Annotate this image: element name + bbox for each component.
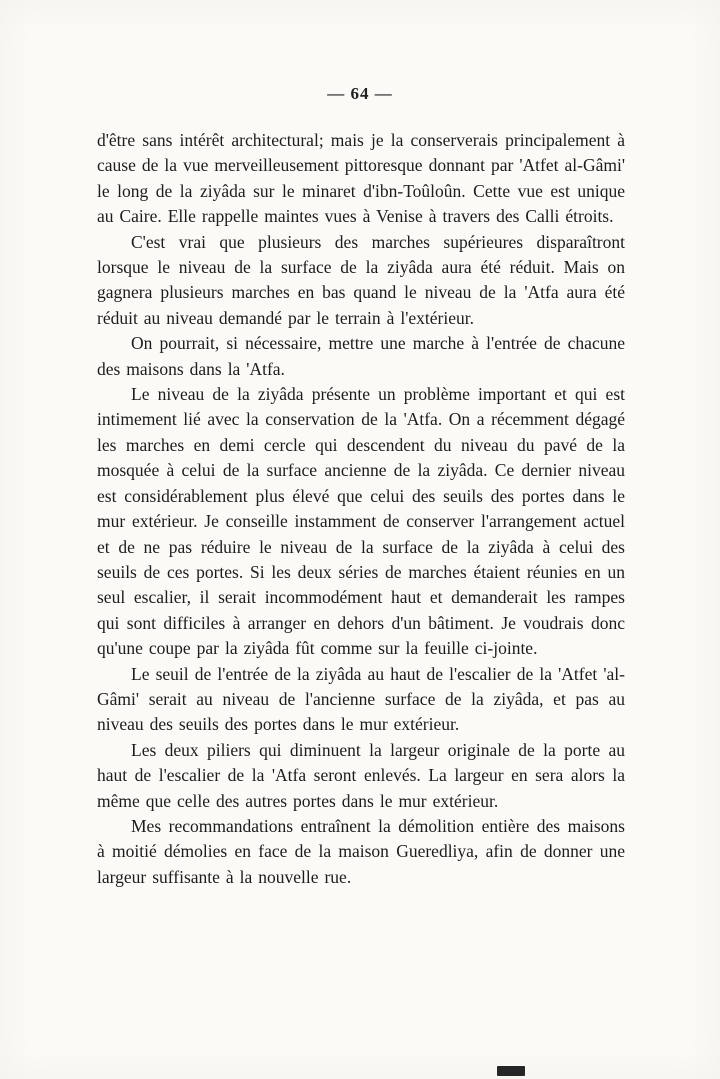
paragraph-7: Mes recommandations entraînent la démolition entière des maisons à moitié démolies en face de la maison Gueredliya, afin de donner une largeur suffisante à la nouvelle rue.	[97, 815, 625, 887]
paragraph-5: Le seuil de l'entrée de la ziyâda au haut de l'escalier de la 'Atfet 'al-Gâmi' serait au niveau de l'ancienne surface de la ziyâda, et pas au niveau des seuils des portes dans le mur extérieur.	[97, 663, 625, 735]
paragraph-1: d'être sans intérêt architectural; mais je la conserverais principalement à cause de la vue merveilleusement pittoresque donnant par 'Atfet al-Gâmi' le long de la ziyâda sur le minaret d'ibn-Toûloûn. Cette vue est unique au Caire. Elle rappelle maintes vues à Venise à travers des Calli étroits.	[97, 130, 625, 227]
paragraph-6: Les deux piliers qui diminuent la largeur originale de la porte au haut de l'escalier de la 'Atfa seront enlevés. La largeur en sera alors la même que celle des autres portes dans le mur extérieur.	[97, 739, 625, 811]
scan-artifact	[497, 1066, 525, 1076]
paragraph-3: On pourrait, si nécessaire, mettre une marche à l'entrée de chacune des maisons dans la 'Atfa.	[97, 333, 625, 379]
paragraph-2: C'est vrai que plusieurs des marches supérieures disparaîtront lorsque le niveau de la surface de la ziyâda aura été réduit. Mais on gagnera plusieurs marches en bas quand le niveau de la 'Atfa aura été réduit au niveau demandé par le terrain à l'extérieur.	[97, 231, 625, 328]
page-body	[97, 128, 625, 890]
paragraph-4: Le niveau de la ziyâda présente un problème important et qui est intimement lié avec la conservation de la 'Atfa. On a récemment dégagé les marches en demi cercle qui descendent du niveau du pavé de la mosquée à celui de la surface ancienne de la ziyâda. Ce dernier niveau est considérablement plus élevé que celui des seuils des portes dans le mur extérieur. Je conseille instamment de conserver l'arrangement actuel et de ne pas réduire le niveau de la surface de la ziyâda à celui des seuils de ces portes. Si les deux séries de marches étaient réunies en un seul escalier, il serait incommodément haut et demanderait les rampes qui sont difficiles à arranger en dehors d'un bâtiment. Je voudrais donc qu'une coupe par la ziyâda fût comme sur la feuille ci-jointe.	[97, 384, 625, 659]
page-number: — 64 —	[327, 84, 393, 103]
